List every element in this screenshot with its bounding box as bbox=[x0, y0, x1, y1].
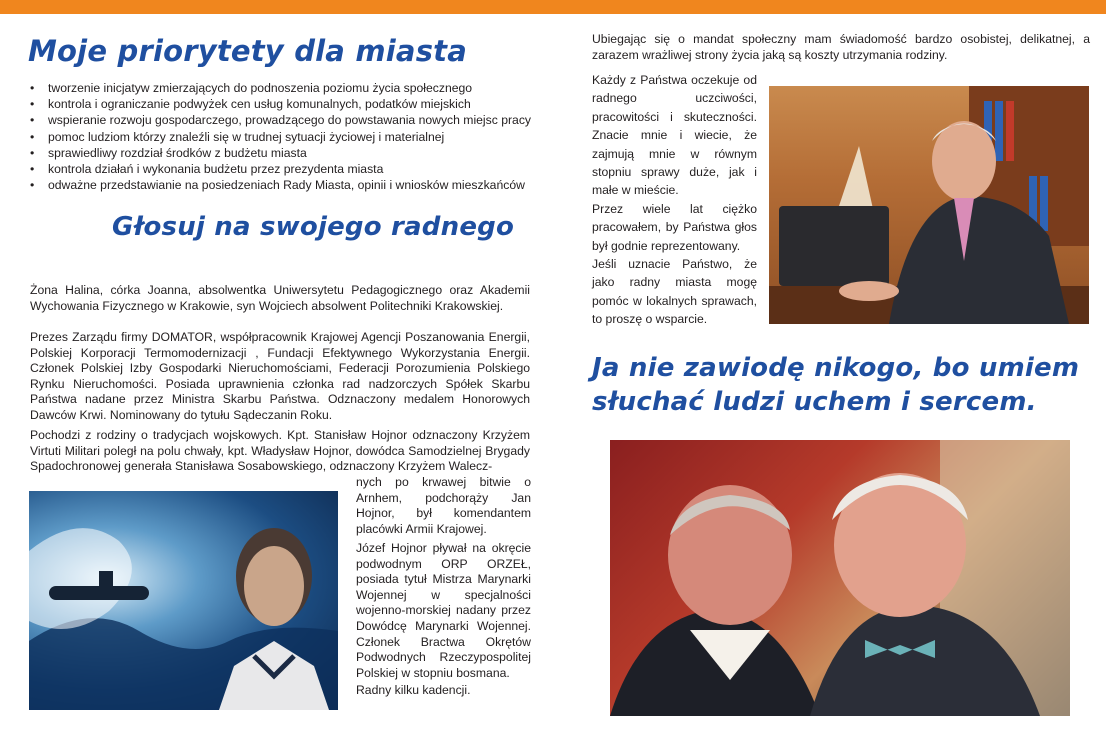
two-men-photo bbox=[610, 440, 1070, 716]
priority-item: • pomoc ludziom którzy znaleźli się w trudnej sytuacji życiowej i materialnej bbox=[28, 129, 531, 145]
right-column-text bbox=[592, 71, 757, 329]
bio-military-paragraph: Pochodzi z rodziny o tradycjach wojskowych. Kpt. Stanisław Hojnor odznaczony Krzyżem Virtuti Militari poległ na polu chwały, kpt. Władysław Hojnor, dowódca Samodzielnej Brygady Spadochronowej generała Stanisława Sosabowskiego, odznaczony Krzyżem Walecz- bbox=[30, 428, 530, 474]
priority-item: • wspieranie rozwoju gospodarczego, prowadzącego do powstawania nowych miejsc pracy bbox=[28, 112, 531, 128]
sailor-submarine-photo bbox=[29, 491, 338, 710]
priority-item: • tworzenie inicjatyw zmierzających do podnoszenia poziomu życia społecznego bbox=[28, 80, 531, 96]
right-paragraph: Jeśli uznacie Państwo, że jako radny miasta mogę pomóc w lokalnych sprawach, to proszę o wsparcie. bbox=[592, 257, 757, 327]
bio-military-continued: nych po krwawej bitwie o Arnhem, podchorąży Jan Hojnor, był komendantem placówki Armii Krajowej. bbox=[356, 475, 531, 536]
top-orange-bar bbox=[0, 0, 1106, 14]
candidate-office-photo bbox=[769, 86, 1089, 324]
right-paragraph: Każdy z Państwa oczekuje od radnego uczciwości, pracowitości i skuteczności. Znacie mnie i wiecie, że zajmują mnie w równym stopniu sprawy duże, jak i małe w mieście. bbox=[592, 73, 757, 198]
priorities-list bbox=[28, 80, 531, 193]
priorities-heading: Moje priorytety dla miasta bbox=[28, 34, 467, 68]
bio-navy-paragraph: Józef Hojnor pływał na okręcie podwodnym ORP ORZEŁ, posiada tytuł Mistrza Marynarki Wojennej w specjalności wojenno-morskiej nadany przez Dowódcę Marynarki Wojennej. Członek Bractwa Okrętów Podwodnych Rzeczypospolitej Polskiej w stopniu bosmana. bbox=[356, 541, 531, 680]
vote-heading: Głosuj na swojego radnego bbox=[112, 212, 515, 242]
priority-item: • odważne przedstawianie na posiedzeniach Rady Miasta, opinii i wniosków mieszkańców bbox=[28, 177, 531, 193]
bio-family-paragraph: Żona Halina, córka Joanna, absolwentka Uniwersytetu Pedagogicznego oraz Akademii Wychowania Fizycznego w Krakowie, syn Wojciech absolwent Politechniki Krakowskiej. bbox=[30, 283, 530, 313]
priority-item: • sprawiedliwy rozdział środków z budżetu miasta bbox=[28, 145, 531, 161]
bio-councillor-paragraph: Radny kilku kadencji. bbox=[356, 683, 471, 697]
right-paragraph: Przez wiele lat ciężko pracowałem, by Państwa głos był godnie reprezentowany. bbox=[592, 201, 757, 253]
right-intro-paragraph: Ubiegając się o mandat społeczny mam świadomość bardzo osobistej, delikatnej, a zarazem wrażliwej strony życia jaką są koszty utrzymania rodziny. bbox=[592, 32, 1090, 62]
priority-item: • kontrola i ograniczanie podwyżek cen usług komunalnych, podatków miejskich bbox=[28, 96, 531, 112]
slogan-heading: Ja nie zawiodę nikogo, bo umiem słuchać ludzi uchem i sercem. bbox=[592, 353, 1080, 417]
bio-career-paragraph: Prezes Zarządu firmy DOMATOR, współpracownik Krajowej Agencji Poszanowania Energii, Polskiej Korporacji Termomodernizacji , Fundacji Efektywnego Wykorzystania Energii. Członek Polskiej Izby Gospodarki Nieruchomościami, Federacji Porozumienia Polskiego Rynku Nieruchomości. Posiada uprawnienia członka rad nadzorczych Spółek Skarbu Państwa nadane przez Ministra Skarbu Państwa. Odznaczony medalem Honorowych Dawców Krwi. Nominowany do tytułu Sądeczanin Roku. bbox=[30, 330, 530, 422]
priority-item: • kontrola działań i wykonania budżetu przez prezydenta miasta bbox=[28, 161, 531, 177]
